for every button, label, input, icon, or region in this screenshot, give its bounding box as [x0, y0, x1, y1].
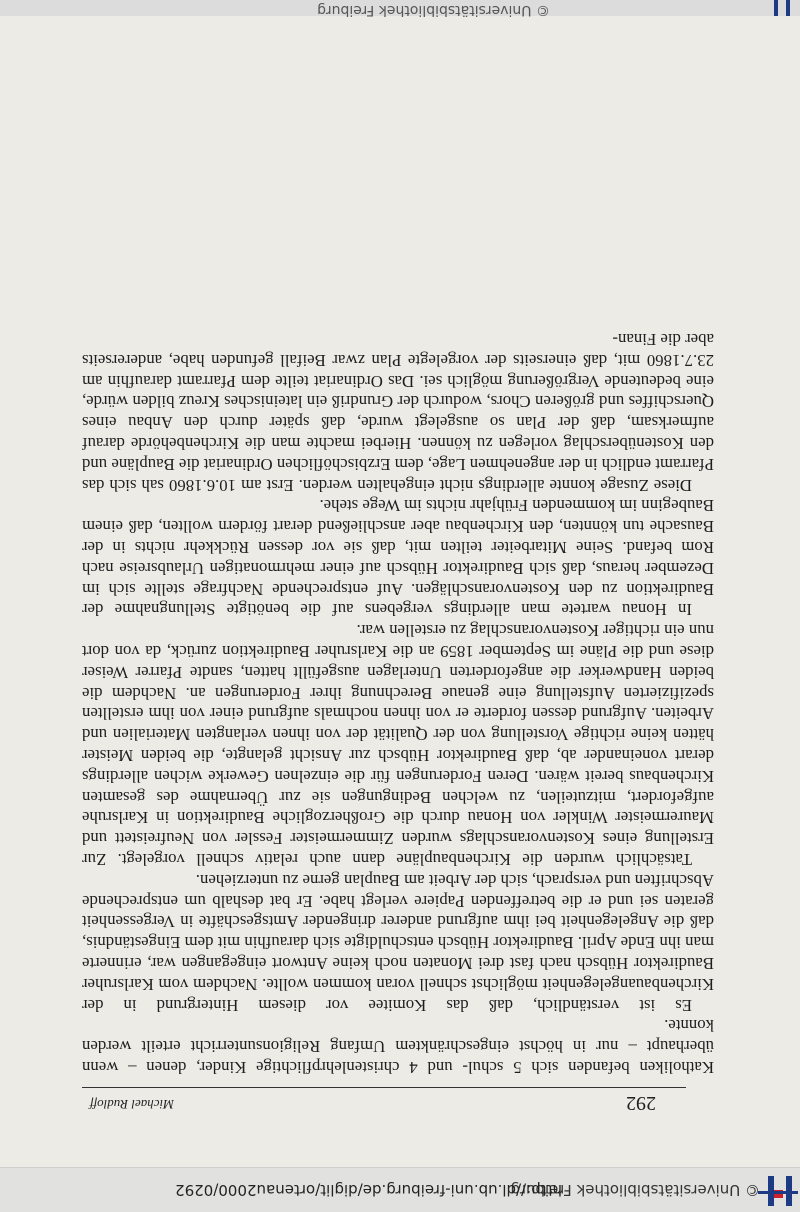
- copyright-notice: © Universitätsbibliothek Freiburg: [510, 1181, 760, 1199]
- body-text: [82, 328, 714, 1077]
- page-number: 292: [626, 1092, 656, 1114]
- top-bar: [0, 1167, 800, 1212]
- paragraph-4: In Honau wartete man allerdings vergebens auf die benötigte Stellungnahme der Baudirektion zu den Kostenvoranschlägen. Auf entsprechende Nachfrage stellte sich im Dezember heraus, daß sich Baudirektor Hübsch auf einer mehrmonatigen Urlaubsreise nach Rom befand. Seine Mitarbeiter teilten mit, daß sie vor dessen Rückkehr nichts in der Bausache tun könnten, den Kirchenbau aber anschließend derart fördern wollten, daß einem Baubeginn im kommenden Frühjahr nichts im Wege stehe.: [82, 496, 714, 620]
- paragraph-3: Tatsächlich wurden die Kirchenbaupläne dann auch relativ schnell vorgelegt. Zur Erstellung eines Kostenvoranschlags wurden Zimmermeister Fessler von Neufreistett und Maurermeister Winkler von Honau durch die Großherzogliche Baudirektion in Karlsruhe aufgefordert, mitzuteilen, zu welchen Bedingungen sie zur Übernahme des gesamten Kirchenbaus bereit wären. Deren Forderungen für die einzelnen Gewerke wichen allerdings derart voneinander ab, daß Baudirektor Hübsch zur Ansicht gelangte, die beiden Meister hätten keine richtige Vorstellung von der Qualität der von ihnen verlangten Materialien und Arbeiten. Aufgrund dessen forderte er von ihnen nochmals aufgrund einer von ihm erstellten spezifizierten Aufstellung eine genaue Berechnung ihrer Forderungen an. Nachdem die beiden Handwerker die angeforderten Unterlagen ausgefüllt hatten, sandte Pfarrer Weiser diese und die Pläne im September 1859 an die Karlsruher Baudirektion zurück, da von dort nun ein richtiger Kostenvoranschlag zu erstellen war.: [82, 621, 714, 870]
- paragraph-2: Es ist verständlich, daß das Komitee vor diesem Hintergrund in der Kirchenbauangelegenheit möglichst schnell voran kommen wollte. Nachdem vom Karlsruher Baudirektor Hübsch nach fast drei Monaten noch keine Antwort eingegangen war, erinnerte man ihn Ende April. Baudirektor Hübsch entschuldigte sich daraufhin mit dem Eingeständnis, daß die Angelegenheit bei ihm aufgrund anderer dringender Amtsgeschäfte in Vergessenheit geraten sei und er die betreffenden Papiere verlegt habe. Er bat deshalb um entsprechende Abschriften und versprach, sich der Arbeit am Bauplan gerne zu unterziehen.: [82, 870, 714, 1015]
- running-head-author: Michael Rudloff: [89, 1097, 174, 1112]
- footer-copyright: © Universitätsbibliothek Freiburg: [317, 2, 550, 18]
- library-logo-small-icon: [766, 0, 796, 16]
- paragraph-5: Diese Zusage konnte allerdings nicht eingehalten werden. Erst am 10.6.1860 sah sich das Pfarramt endlich in der angenehmen Lage, dem Erzbischöflichen Ordinariat die Baupläne und den Kostenüberschlag vorlegen zu können. Hierbei machte man die Kirchenbehörde darauf aufmerksam, daß der Plan so ausgelegt wurde, daß später durch den Anbau eines Querschiffes und größeren Chors, wodurch der Grundriß ein lateinisches Kreuz bilden würde, eine bedeutende Vergrößerung möglich sei. Das Ordinariat teilte dem Pfarramt daraufhin am 23.7.1860 mit, daß einerseits der vorgelegte Plan zwar Beifall gefunden habe, andererseits aber die Finan-: [82, 330, 714, 495]
- bottom-bar: [0, 0, 800, 16]
- source-url[interactable]: http://dl.ub.uni-freiburg.de/diglit/ortenau2000/0292: [175, 1181, 562, 1199]
- header-rule: [82, 1087, 686, 1088]
- paragraph-1: Katholiken befanden sich 5 schul- und 4 christenlehrpflichtige Kinder, denen – wenn überhaupt – nur in höchst eingeschränktem Umfang Religionsunterricht erteilt werden konnte.: [82, 1016, 714, 1077]
